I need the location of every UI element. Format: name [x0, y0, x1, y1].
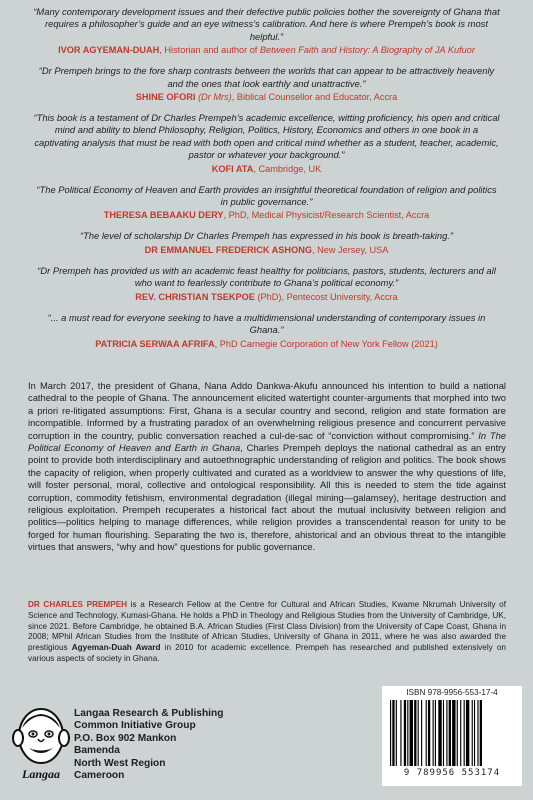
publisher-address	[74, 708, 223, 782]
endorser-name: SHINE OFORI	[135, 92, 196, 103]
endorser-role-text: , PhD Carnegie Corporation of New York Fellow (2021)	[214, 338, 438, 349]
endorsements	[0, 6, 533, 359]
endorser-role-text: , Cambridge, UK	[253, 163, 322, 174]
endorsement	[32, 65, 502, 103]
endorser-role-text: , PhD, Medical Physicist/Research Scientist, Accra	[223, 210, 430, 221]
publisher-line: Cameroon	[74, 770, 125, 782]
endorser-role	[224, 210, 430, 220]
barcode-box	[382, 686, 522, 786]
endorsement-attribution	[32, 163, 502, 175]
endorser-role	[312, 245, 388, 255]
book-description	[28, 380, 506, 554]
endorser-name: THERESA BEBAAKU DERY	[103, 210, 224, 221]
barcode-icon	[390, 700, 514, 768]
langaa-logo-icon	[12, 706, 70, 782]
endorser-name: REV. CHRISTIAN TSEKPOE	[135, 291, 255, 302]
endorsement-attribution	[32, 338, 502, 350]
blurb-title: In The Political Economy of Heaven and Earth in Ghana	[28, 429, 507, 454]
bio-part-2: in 2010 for academic excellence. Prempeh has researched and published extensively on various aspects of society in Ghana.	[28, 643, 506, 663]
endorsement-attribution	[32, 44, 502, 56]
author-name: DR CHARLES PREMPEH	[28, 600, 128, 609]
endorser-name: DR EMMANUEL FREDERICK ASHONG	[144, 244, 312, 255]
endorsement	[32, 265, 502, 303]
endorsement-attribution	[32, 291, 502, 303]
endorser-role	[253, 164, 321, 174]
endorsement-attribution	[32, 209, 502, 221]
endorser-role	[215, 339, 438, 349]
bio-part-1: is a Research Fellow at the Centre for Cultural and African Studies, Kwame Nkrumah University of Science and Technology, Kumasi-Ghana. He holds a PhD in Theology and Religious Studies from the University of Cambridge, UK, since 2021. Before Cambridge, he obtained B.A. African Studies (First Class Division) from the University of Cape Coast, Ghana in 2008; MPhil African Studies from the Institute of African Studies, University of Ghana in 2011, where he was also awarded the prestigious	[28, 600, 506, 653]
endorsement-quote: “This book is a testament of Dr Charles Prempeh’s academic excellence, witting proficiency, his open and critical mind and ability to blend Philosophy, Religion, Politics, History, Economics and others in one book in a captivating analysis that must be read with both open and critical mind whether as a student, teacher, academic, pastor or whatever your background.”	[33, 112, 500, 161]
blurb-part-2: , Charles Prempeh deploys the national cathedral as an entry point to provide both interdisciplinary and autoethnographic understanding of religion and politics. The book shows the capacity of religion, when properly cultivated and curated as a worldview to answer the why questions of life, will foster personal, moral, collective and ontological responsibility. All this is needed to stem the tide against corruption, commodity fetishism, environmental degradation (illegal mining—galamsey), heritage destruction and religious exploitation. Prempeh recuperates a historical fact about the mutual inclusivity between religion and politics—politics helping to manage differences, while religion provides a transcendental reason for unity to be forged for human flourishing. Separating the two is, therefore, ahistorical and an obvious threat to the intangible virtues that answers, “why and how” questions for public governance.	[28, 442, 506, 553]
publisher-line: Common Initiative Group	[74, 720, 196, 732]
endorser-role-text: , Historian and author of	[159, 45, 260, 56]
blurb-part-1: In March 2017, the president of Ghana, Nana Addo Dankwa-Akufu announced his intention to build a national cathedral to the people of Ghana. The announcement elicited watertight counter-arguments that morphed into two a priori re-litigated assumptions: First, Ghana is a secular country and second, religion and state formation are incompatible. Informed by a frustrating paradox of an overwhelming religious presence and concurrent pervasive corruption in the country, public conversation reached a cul-de-sac of “conviction without compromising.”	[28, 380, 506, 441]
endorsement	[32, 6, 502, 56]
endorsement-quote: “Many contemporary development issues and their defective public policies bother the sovereignty of Ghana that requires a philosopher’s guide and an eye witness’s calibration. And here is where Prempeh’s book is most helpful.”	[33, 6, 500, 42]
endorser-role-suffix: , Biblical Counsellor and Educator, Accra	[231, 92, 398, 103]
endorsement-quote: “... a must read for everyone seeking to have a multidimensional understanding of contemporary issues in Ghana.”	[47, 311, 486, 336]
endorser-role	[159, 45, 475, 55]
endorsement	[32, 230, 502, 255]
isbn: ISBN 978-9956-553-17-4	[406, 688, 498, 697]
endorsement-quote: “Dr Prempeh brings to the fore sharp contrasts between the worlds that can appear to be attractively heavenly and the ones that look earthly and unattractive.”	[38, 65, 495, 89]
logo-text: Langaa	[21, 767, 61, 781]
publisher-line: Langaa Research & Publishing	[74, 708, 224, 719]
endorsement-quote: “The Political Economy of Heaven and Earth provides an insightful theoretical foundation of religion and politics in public governance.”	[36, 183, 497, 208]
publisher-line: Bamenda	[74, 745, 120, 757]
award-name: Agyeman-Duah Award	[71, 643, 161, 653]
endorser-name: KOFI ATA	[211, 163, 254, 174]
endorser-name: IVOR AGYEMAN-DUAH	[58, 45, 160, 56]
endorser-role	[255, 292, 398, 302]
endorser-name: PATRICIA SERWAA AFRIFA	[95, 338, 215, 349]
endorsement-attribution	[32, 91, 502, 103]
endorser-role-italic: Between Faith and History: A Biography of JA Kufuor	[259, 45, 475, 56]
publisher-line: North West Region	[74, 757, 166, 769]
barcode-digits: 9 789956 553174	[403, 768, 501, 778]
endorser-role	[196, 92, 398, 102]
endorsement-attribution	[32, 244, 502, 256]
endorser-role-text: (PhD), Pentecost University, Accra	[254, 291, 398, 302]
endorsement	[32, 312, 502, 350]
endorsement-quote: “The level of scholarship Dr Charles Prempeh has expressed in his book is breath-taking.”	[79, 230, 454, 242]
endorsement-quote: “Dr Prempeh has provided us with an academic feast healthy for politicians, pastors, students, lecturers and all who want to fearlessly contribute to Ghana’s political economy.”	[37, 264, 496, 289]
publisher-line: P.O. Box 902 Mankon	[74, 732, 177, 744]
author-bio	[28, 600, 506, 665]
endorsement	[32, 112, 502, 175]
endorser-role-italic: (Dr Mrs)	[198, 92, 232, 103]
endorsement	[32, 184, 502, 222]
endorser-role-text: , New Jersey, USA	[312, 244, 389, 255]
